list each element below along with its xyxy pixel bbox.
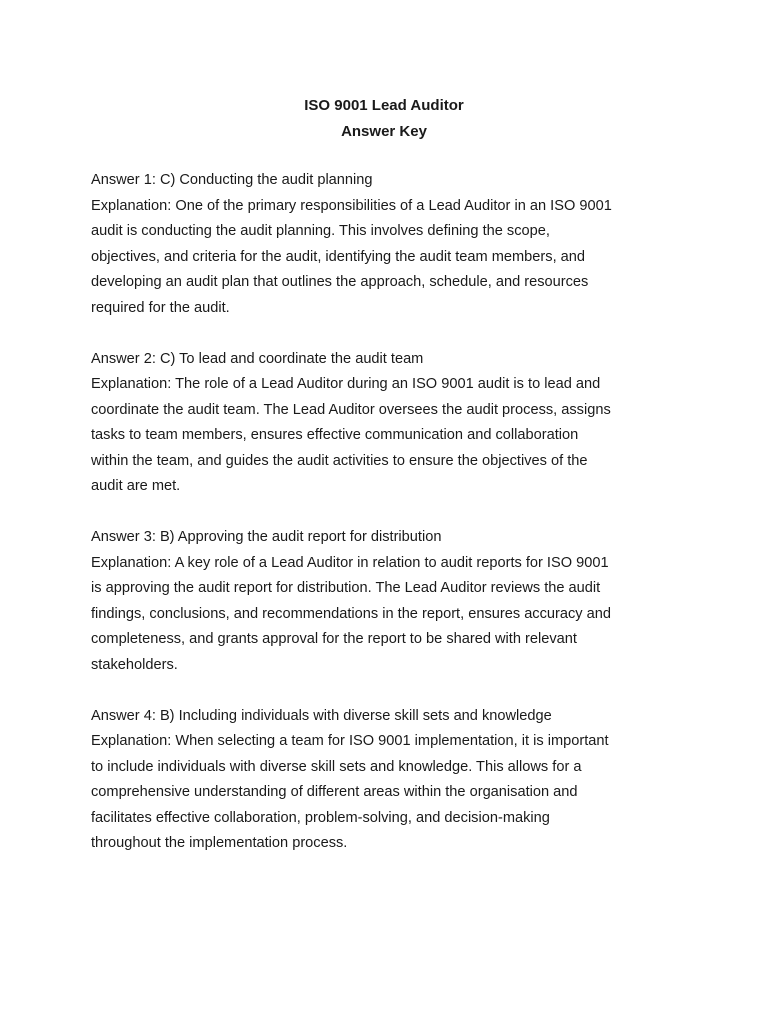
document-subtitle: Answer Key (341, 123, 427, 140)
answers-section (91, 168, 681, 882)
explanation-4 (91, 729, 681, 857)
document-title: ISO 9001 Lead Auditor (304, 97, 464, 114)
explanation-4-line-5: throughout the implementation process. (91, 835, 348, 851)
answer-block-2 (91, 347, 681, 500)
explanation-1-line-4: developing an audit plan that outlines the approach, schedule, and resources (91, 274, 589, 290)
explanation-3-line-1: Explanation: A key role of a Lead Auditor in relation to audit reports for ISO 9001 (91, 554, 609, 571)
explanation-4-line-3: comprehensive understanding of different areas within the organisation and (91, 784, 578, 800)
explanation-1-line-3: objectives, and criteria for the audit, identifying the audit team members, and (91, 248, 586, 265)
answer-4: Answer 4: B) Including individuals with diverse skill sets and knowledge (91, 707, 552, 724)
explanation-4-line-4: facilitates effective collaboration, problem-solving, and decision-making (91, 809, 550, 826)
explanation-1-line-2: audit is conducting the audit planning. This involves defining the scope, (91, 223, 550, 239)
explanation-2-line-4: within the team, and guides the audit activities to ensure the objectives of the (91, 452, 588, 469)
explanation-2-line-5: audit are met. (91, 478, 181, 494)
explanation-1 (91, 194, 681, 322)
explanation-2-line-2: coordinate the audit team. The Lead Auditor oversees the audit process, assigns (91, 401, 611, 418)
explanation-3-line-2: is approving the audit report for distribution. The Lead Auditor reviews the audit (91, 580, 601, 596)
explanation-2-line-3: tasks to team members, ensures effective communication and collaboration (91, 427, 579, 443)
answer-1: Answer 1: C) Conducting the audit planning (91, 172, 373, 188)
explanation-1-line-5: required for the audit. (91, 299, 230, 316)
title-block (0, 93, 768, 145)
explanation-4-line-2: to include individuals with diverse skill sets and knowledge. This allows for a (91, 758, 582, 775)
explanation-3-line-4: completeness, and grants approval for the report to be shared with relevant (91, 631, 577, 647)
answer-3: Answer 3: B) Approving the audit report for distribution (91, 529, 442, 545)
explanation-2 (91, 372, 681, 500)
answer-block-4 (91, 704, 681, 857)
explanation-3-line-3: findings, conclusions, and recommendations in the report, ensures accuracy and (91, 605, 611, 622)
explanation-3-line-5: stakeholders. (91, 656, 178, 673)
explanation-1-line-1: Explanation: One of the primary responsibilities of a Lead Auditor in an ISO 9001 (91, 197, 612, 214)
explanation-3 (91, 551, 681, 679)
answer-block-3 (91, 525, 681, 678)
explanation-4-line-1: Explanation: When selecting a team for ISO 9001 implementation, it is important (91, 733, 609, 749)
explanation-2-line-1: Explanation: The role of a Lead Auditor during an ISO 9001 audit is to lead and (91, 376, 601, 392)
answer-block-1 (91, 168, 681, 321)
answer-2: Answer 2: C) To lead and coordinate the audit team (91, 350, 424, 367)
